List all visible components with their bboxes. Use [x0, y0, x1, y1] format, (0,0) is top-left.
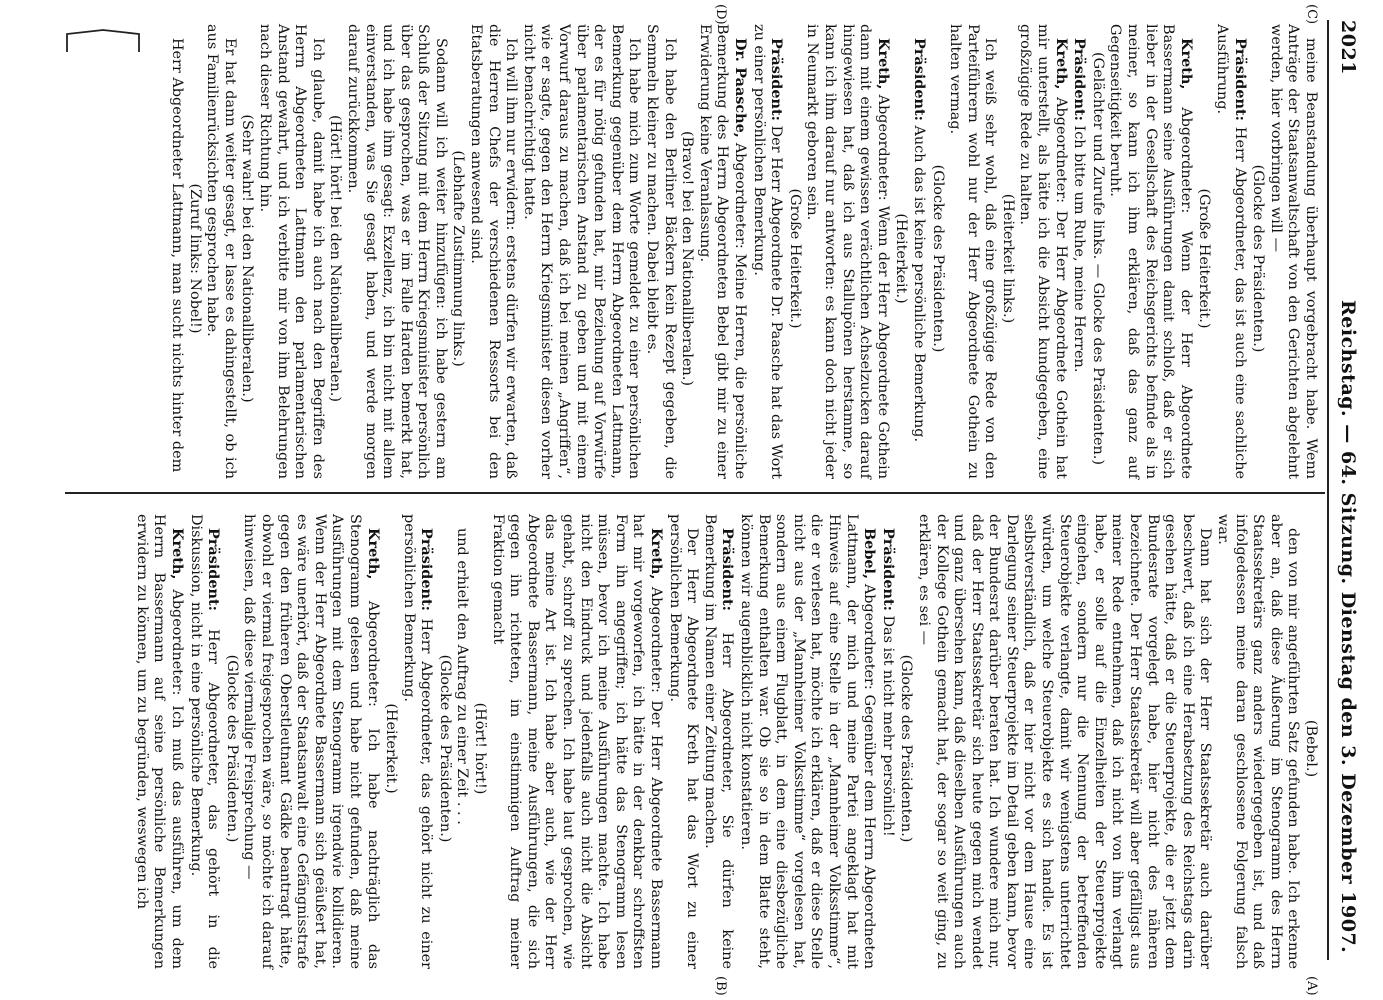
interjection — [1249, 24, 1267, 479]
interjection — [1301, 514, 1319, 969]
paragraph-text: Abgeordneter: Gegenüber dem Herrn Abgeordneten Lattmann, der mich und meine Partei angeklagt hat mit Hinweis auf eine Stelle in der „Mannheimer Volksstimme“, die er verlesen hat, möchte ich erklären, daß er diese Stelle nicht aus der „Mannheimer Volksstimme“ vorgelesen hat, sondern aus einem Flugblatt, in dem eine diesbezügliche Bemerkung enthalten war. Ob sie so in dem Blatte steht, können wir augenblicklich nicht konstatieren. — [738, 514, 878, 969]
interjection-text: (Große Heiterkeit.) — [1196, 188, 1213, 329]
speaker-name: Präsident: — [418, 528, 436, 611]
paragraph-text: Abgeordneter: Wenn der Herr Abgeordnete Bassermann seine Ausführungen damit schloß, daß er sich lieber in der Gesellschaft des Reichsgerichts befinde als in meiner, so kann ich ihm erklären, daß das ganz auf Gegenseitigkeit beruht. — [1107, 24, 1194, 479]
column-divider — [65, 492, 1325, 494]
interjection-text: (Zuruf links: Nobel!) — [186, 183, 203, 334]
page-title: Reichstag. — 64. Sitzung. Dienstag den 3. Dezember 1907. — [1337, 300, 1359, 954]
left-column — [69, 514, 1319, 969]
interjection-text: (Glocke des Präsidenten.) — [929, 164, 946, 353]
paragraph-text: Abgeordneter: Der Herr Abgeordnete Gothein hat mir unterstellt, als hätte ich die Absicht kundgegeben, eine großzügige Rede zu halten. — [1017, 24, 1069, 479]
interjection — [435, 514, 453, 969]
interjection-text: (Große Heiterkeit.) — [786, 188, 803, 329]
speaker-name: Kreth, — [1177, 38, 1195, 90]
paragraph — [343, 24, 449, 479]
paragraph — [1266, 24, 1319, 479]
speaker-name: Präsident: — [205, 528, 223, 611]
paragraph-text: Dann hat sich der Herr Staatssekretär auch darüber beschwert, daß ich eine Herabsetzung des Reichstags darin gesehen hätte, daß er die Steuerprojekte, die er jetzt dem Bundesrate vorgelegt habe, hier nicht des näheren bezeichnete. Der Herr Staatssekretär will aber gefälligst aus meiner Rede entnehmen, daß ich nicht von ihm verlangt habe, er solle auf die Einzelheiten der Steuerprojekte eingehen, sondern nur die Nennung der betreffenden Steuerobjekte verlangte, damit wir wenigstens unterrichtet würden, um welche Steuerobjekte es sich handle. Es ist selbstverständlich, daß er hier nicht vor dem Hause eine Darlegung seiner Steuerprojekte im Detail geben kann, bevor der Bundesrat darüber beraten hat. Ich wundere mich nur, daß der Herr Staatssekretär sich heute gegen mich wendet und ganz übersehen kann, daß dieselben Ausführungen auch der Kollege Gothein gemacht hat, der sogar so weit ging, zu erklären, es sei — — [915, 514, 1214, 969]
paragraph — [399, 514, 435, 969]
interjection-text: (Glocke des Präsidenten.) — [436, 654, 453, 843]
margin-mark-b: (B) — [713, 976, 728, 996]
interjection-text: (Glocke des Präsidenten.) — [223, 654, 240, 843]
interjection — [998, 24, 1016, 479]
interjection — [1088, 24, 1106, 479]
speaker-name: Kreth, — [874, 38, 892, 90]
interjection — [1195, 24, 1213, 479]
paragraph-text: Abgeordneter: Ich habe nachträglich das Stenogramm gelesen und habe nicht gefunden, daß meine Ausführungen mit dem Stenogramm irgendwie kollidieren. Wenn der Herr Abgeordnete Bassermann sich geäußert hat, es wäre unerhört, daß der Staatsanwalt eine Gefängnisstrafe gegen den früheren Oberstleutnant Gädke beantragt hätte, obwohl er viermal freigesprochen wäre, so möchte ich darauf hinweisen, daß diese viermalige Freisprechung — — [241, 514, 381, 969]
paragraph-text: Sodann will ich weiter hinzufügen: ich habe gestern am Schluß der Sitzung mit dem Herrn Kriegsminister persönlich über das gesprochen, was er im Falle Harden bemerkt hat, und ich habe ihm gesagt: Exzellenz, ich bin nicht mit allem einverstanden, was Sie gesagt haben, und werde morgen darauf zurückkommen. — [344, 24, 449, 479]
speaker-name: Kreth, — [169, 528, 186, 580]
interjection — [785, 24, 803, 479]
header-rule — [1327, 20, 1329, 960]
paragraph — [665, 514, 700, 969]
speaker-name: Kreth, — [648, 528, 666, 580]
interjection-text: (Sehr wahr! bei den Nationalliberalen.) — [239, 114, 256, 403]
paragraph — [1106, 24, 1195, 479]
paragraph — [946, 24, 999, 479]
speaker-name: Kreth, — [364, 528, 382, 580]
interjection — [928, 24, 946, 479]
interjection-text: (Heiterkeit.) — [893, 213, 910, 304]
interjection — [382, 514, 400, 969]
paragraph — [736, 514, 878, 969]
paragraph — [132, 514, 186, 969]
paragraph — [488, 514, 665, 969]
speaker-name: Bebel, — [861, 528, 879, 580]
interjection-text: (Bravo! bei den Nationalliberalen.) — [679, 131, 696, 386]
paragraph — [909, 24, 928, 479]
paragraph-text: Herr Abgeordneter, Sie dürfen keine Bemerkung im Namen einer Zeitung machen. — [701, 514, 736, 969]
margin-mark-c: (C) — [1304, 4, 1319, 25]
interjection — [238, 24, 256, 479]
interjection-text: (Heiterkeit links.) — [999, 193, 1016, 324]
paragraph-text: den von mir angeführten Satz gefunden habe. Ich erkenne aber an, daß diese Äußerung im Stenogramm des Herrn Staatssekretärs ganz anders wiedergegeben ist, und daß infolgedessen meine daran geschlossene Folgerung falsch war. — [1215, 514, 1302, 969]
speaker-name: Kreth, — [1052, 38, 1070, 90]
paragraph — [167, 24, 185, 479]
speaker-name: Dr. Paasche, — [732, 38, 749, 138]
paragraph — [1016, 24, 1070, 479]
speaker-name: Präsident: — [1231, 38, 1249, 121]
paragraph — [914, 514, 1213, 969]
paragraph — [803, 24, 892, 479]
interjection — [326, 24, 344, 479]
speaker-name: Präsident: — [879, 528, 897, 611]
page-number: 2021 — [1337, 20, 1359, 75]
paragraph-text: Abgeordneter: Der Herr Abgeordnete Bassermann hat mir vorgeworfen, ich hätte in der denkbar schroffsten Form ihn angegriffen; ich hätte das Stenogramm lesen müssen, bevor ich meine Ausführungen machte. Ich habe nicht den Eindruck und jedenfalls auch nicht die Absicht gehabt, schroff zu sprechen. Ich habe laut gesprochen, wie das meine Art ist. Ich habe aber auch, wie der Herr Abgeordnete Bassermann, meine Ausführungen, die sich gegen ihn richteten, im einstimmigen Auftrag meiner Fraktion gemacht — [489, 514, 665, 969]
paragraph-text: Auch das ist keine persönliche Bemerkung. — [910, 120, 927, 443]
speaker-name: Präsident: — [719, 528, 737, 611]
paragraph — [642, 24, 677, 479]
paragraph-text: und erhielt den Auftrag zu einer Zeit . . . — [454, 528, 471, 825]
paragraph — [749, 24, 785, 479]
interjection-text: (Lebhafte Zustimmung links.) — [450, 150, 467, 367]
paragraph-text: Abgeordneter: Meine Herren, die persönliche Bemerkung des Herrn Abgeordneten Bebel gibt mir zu einer Erwiderung keine Veranlassung. — [696, 24, 748, 479]
interjection-text: (Hört! hört! bei den Nationalliberalen.) — [327, 115, 344, 402]
paragraph — [240, 514, 382, 969]
interjection-text: (Glocke des Präsidenten.) — [1250, 164, 1267, 353]
paragraph — [1212, 24, 1248, 479]
paragraph — [1070, 24, 1089, 479]
interjection — [892, 24, 910, 479]
paragraph — [255, 24, 325, 479]
interjection — [449, 24, 467, 479]
paragraph — [203, 24, 238, 479]
paragraph-text: Ich will ihm nur erwidern: erstens dürfen wir erwarten, daß die Herren Chefs der verschiedenen Ressorts bei den Etatsberatungen anwesend sind. — [468, 24, 520, 479]
paragraph-text: Ich habe mich zum Worte gemeldet zu einer persönlichen Bemerkung gegenüber dem Herrn Abgeordneten Lattmann, der es für nötig gefunden hat, mir Beziehung auf Vorwürfe über parlamentarischen Anstand zu geben und mit einem Vorwurf daraus zu machen, daß ich bei meinen „Angriffen“, wie er sagte, gegen den Herrn Kriegsminister diesen vorher nicht benachrichtigt hatte. — [520, 24, 643, 479]
margin-mark-d: (D) — [713, 4, 728, 25]
paragraph — [519, 24, 642, 479]
paragraph-text: Herr Abgeordneter Lattmann, man sucht nichts hinter dem — [169, 38, 185, 473]
paragraph-text: Ich glaube, damit habe ich auch nach den Begriffen des Herrn Abgeordneten Lattmann den parlamentarischen Anstand gewahrt, und ich verbitte mir von ihm Belehrungen nach dieser Richtung hin. — [256, 24, 326, 479]
interjection-text: (Gelächter und Zurufe links. — Glocke des Präsidenten.) — [1089, 52, 1106, 465]
paragraph — [1213, 514, 1301, 969]
margin-mark-a: (A) — [1304, 976, 1319, 996]
paragraph — [695, 24, 749, 479]
right-column — [69, 24, 1319, 479]
paragraph-text: Ich weiß sehr wohl, daß eine großzügige Rede von den Parteiführern wohl nur der Herr Abgeordnete Gothein zu halten vermag. — [947, 24, 999, 479]
paragraph-text: Ich habe den Berliner Bäckern kein Rezept gegeben, die Semmeln kleiner zu machen. Dabei bleibt es. — [644, 24, 678, 479]
interjection-text: (Glocke des Präsidenten.) — [898, 654, 915, 843]
interjection — [897, 514, 915, 969]
paragraph-text: Der Herr Abgeordnete Kreth hat das Wort zu einer persönlichen Bemerkung. — [666, 514, 701, 969]
paragraph-text: Das ist nicht mehr persönlich! — [879, 610, 896, 837]
paragraph — [878, 514, 897, 969]
paragraph-text: meine Beanstandung überhaupt vorgebracht habe. Wenn Anträge der Staatsanwaltschaft von den Gerichten abgelehnt werden, hier vorbringen will — — [1267, 24, 1319, 479]
page-header — [1333, 20, 1359, 960]
interjection-text: (Heiterkeit.) — [383, 703, 400, 794]
paragraph-text: Er hat dann weiter gesagt, er lasse es dahingestellt, ob ich aus Familienrücksichten gesprochen habe. — [204, 24, 238, 479]
paragraph-text: Ich bitte um Ruhe, meine Herren. — [1071, 120, 1088, 373]
paragraph — [453, 514, 471, 969]
speaker-name: Präsident: — [910, 38, 928, 121]
interjection — [471, 514, 489, 969]
interjection-text: (Bebel.) — [1303, 719, 1319, 778]
interjection — [185, 24, 203, 479]
paragraph — [467, 24, 520, 479]
paragraph-text: Herr Abgeordneter, das gehört nicht zu einer persönlichen Bemerkung. — [400, 514, 435, 969]
paragraph-text: Herr Abgeordneter, das gehört in die Diskussion, nicht in eine persönliche Bemerkung. — [187, 514, 222, 969]
marginal-bracket-icon — [63, 20, 143, 60]
speaker-name: Präsident: — [1071, 38, 1089, 121]
interjection-text: (Hört! hört!) — [472, 702, 489, 795]
paragraph-text: Abgeordneter: Wenn der Herr Abgeordnete Gothein dann mit einem gewissen verächtlichen Achselzucken darauf hingewiesen hat, daß ich aus Stallupönen herstamme, so kann ich ihm darauf nur antworten: es kann doch nicht jeder in Neumarkt geboren sein. — [804, 24, 891, 479]
interjection — [222, 514, 240, 969]
paragraph-text: Der Herr Abgeordnete Dr. Paasche hat das Wort zu einer persönlichen Bemerkung. — [750, 24, 785, 479]
interjection — [678, 24, 696, 479]
paragraph — [186, 514, 222, 969]
paragraph — [700, 514, 736, 969]
speaker-name: Präsident: — [768, 38, 786, 121]
paragraph-text: Herr Abgeordneter, das ist auch eine sachliche Ausführung. — [1214, 24, 1248, 479]
paragraph-text: Abgeordneter: Ich muß das ausführen, um dem Herrn Bassermann auf seine persönliche Bemerkungen erwidern zu können, um zu begründen, weswegen ich — [133, 514, 185, 969]
